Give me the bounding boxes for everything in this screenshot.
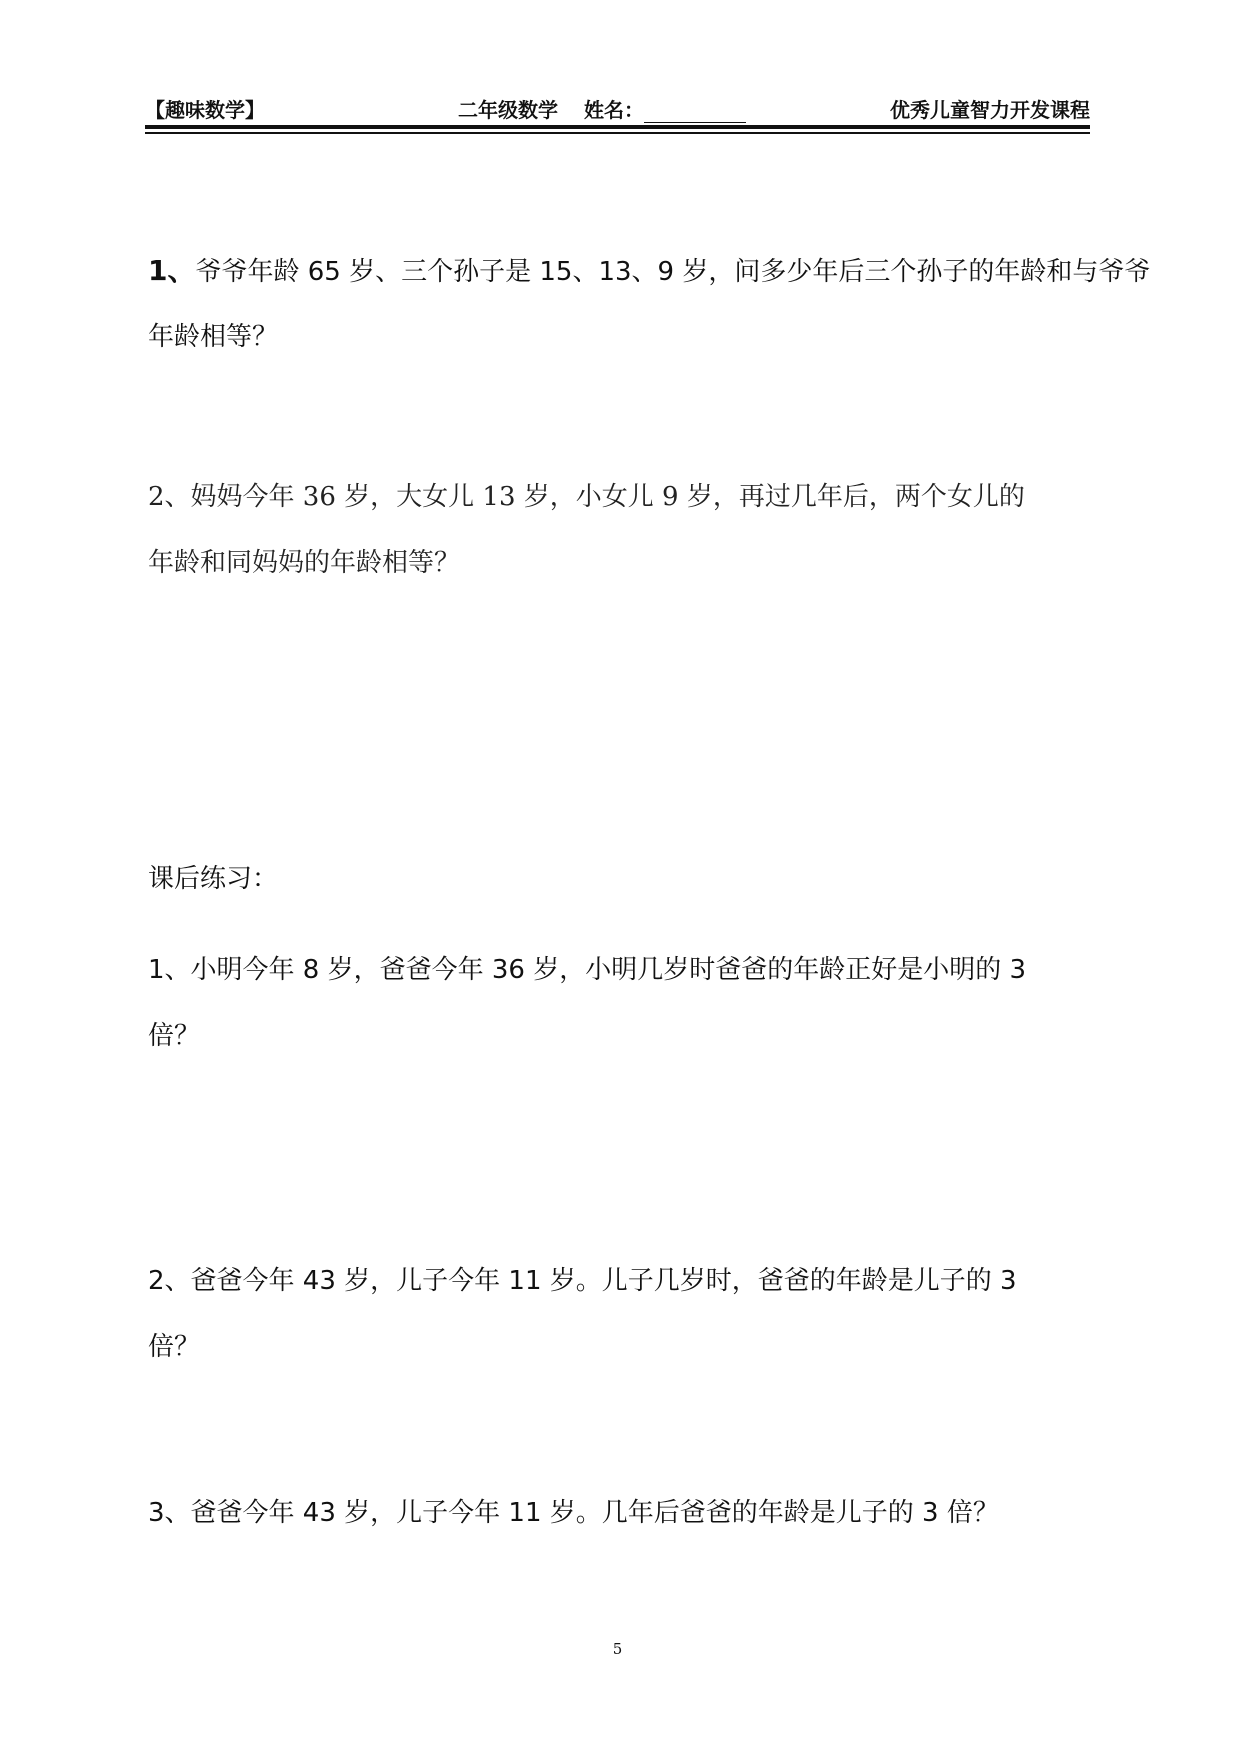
practice-2-text-1: 爸爸今年 43 岁，儿子今年 11 岁。儿子几岁时，爸爸的年龄是儿子的 3 bbox=[190, 1266, 1017, 1296]
question-2-line-1 bbox=[148, 464, 1093, 530]
practice-1-number: 1、 bbox=[148, 955, 191, 985]
question-2-number: 2、 bbox=[148, 482, 191, 512]
name-blank-line bbox=[644, 102, 746, 123]
practice-2-line-2: 倍？ bbox=[148, 1332, 201, 1362]
header-rule-thick bbox=[145, 125, 1090, 129]
practice-3-line-1 bbox=[148, 1480, 1093, 1546]
question-2 bbox=[148, 464, 1093, 596]
practice-item-3 bbox=[148, 1480, 1093, 1546]
header-series-label: 【趣味数学】 bbox=[145, 98, 265, 122]
practice-item-1 bbox=[148, 937, 1093, 1069]
practice-2-line-1 bbox=[148, 1248, 1093, 1314]
practice-2-number: 2、 bbox=[148, 1266, 191, 1296]
practice-3-text-1: 爸爸今年 43 岁，儿子今年 11 岁。几年后爸爸的年龄是儿子的 3 倍？ bbox=[190, 1498, 999, 1528]
practice-3-number: 3、 bbox=[148, 1498, 191, 1528]
header-grade-label: 二年级数学 bbox=[458, 98, 558, 122]
practice-item-2 bbox=[148, 1248, 1093, 1380]
header-rule-thin bbox=[145, 132, 1090, 134]
question-1-line-1 bbox=[148, 238, 1151, 304]
question-2-text-1: 妈妈今年 36 岁，大女儿 13 岁，小女儿 9 岁，再过几年后，两个女儿的 bbox=[190, 482, 1025, 512]
page-header bbox=[145, 92, 1090, 122]
practice-1-line-2: 倍？ bbox=[148, 1021, 201, 1051]
practice-1-line-1 bbox=[148, 937, 1093, 1003]
practice-1-text-1: 小明今年 8 岁，爸爸今年 36 岁，小明几岁时爸爸的年龄正好是小明的 3 bbox=[190, 955, 1027, 985]
page-number: 5 bbox=[612, 1640, 623, 1658]
header-course-label: 优秀儿童智力开发课程 bbox=[890, 98, 1090, 122]
question-1-number: 1、 bbox=[148, 254, 196, 287]
header-name-label: 姓名： bbox=[584, 98, 644, 122]
question-1 bbox=[148, 238, 1151, 370]
question-1-line-2: 年龄相等？ bbox=[148, 322, 279, 352]
question-1-text-1: 爷爷年龄 65 岁、三个孙子是 15、13、9 岁，问多少年后三个孙子的年龄和与爷爷 bbox=[195, 257, 1151, 287]
question-2-line-2: 年龄和同妈妈的年龄相等？ bbox=[148, 548, 461, 578]
header-center bbox=[458, 94, 746, 123]
practice-title: 课后练习： bbox=[148, 864, 279, 894]
